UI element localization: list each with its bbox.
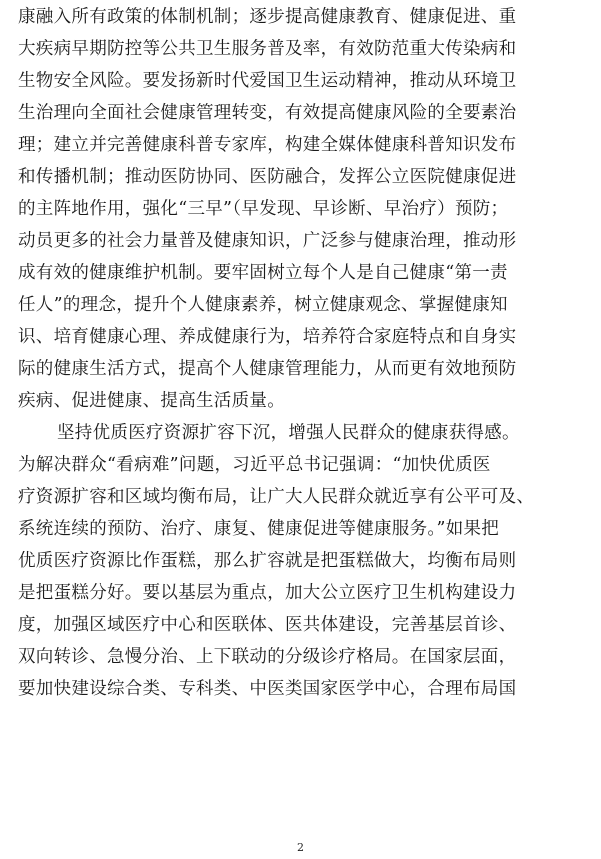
text-line: 动员更多的社会力量普及健康知识，广泛参与健康治理，推动形 [18, 231, 517, 251]
text-line: 系统连续的预防、治疗、康复、健康促进等健康服务。”如果把 [18, 519, 500, 539]
text-line: 际的健康生活方式，提高个人健康管理能力，从而更有效地预防 [18, 359, 517, 379]
text-line: 优质医疗资源比作蛋糕，那么扩容就是把蛋糕做大，均衡布局则 [18, 551, 517, 571]
text-line: 疾病、促进健康、提高生活质量。 [18, 391, 285, 411]
text-line: 疗资源扩容和区域均衡布局，让广大人民群众就近享有公平可及、 [18, 487, 535, 507]
text-line: 双向转诊、急慢分治、上下联动的分级诊疗格局。在国家层面， [18, 647, 517, 667]
paragraph-first-line: 坚持优质医疗资源扩容下沉，增强人民群众的健康获得感。 [57, 423, 520, 443]
text-line: 康融入所有政策的体制机制；逐步提高健康教育、健康促进、重 [18, 7, 517, 27]
text-line: 是把蛋糕分好。要以基层为重点，加大公立医疗卫生机构建设力 [18, 583, 517, 603]
text-line: 的主阵地作用，强化“三早”（早发现、早诊断、早治疗）预防； [18, 199, 509, 219]
text-line: 度，加强区域医疗中心和医联体、医共体建设，完善基层首诊、 [18, 615, 517, 635]
page-number: 2 [297, 841, 304, 854]
text-line: 要加快建设综合类、专科类、中医类国家医学中心，合理布局国 [18, 679, 517, 699]
text-line: 为解决群众“看病难”问题，习近平总书记强调：“加快优质医 [18, 455, 491, 475]
text-line: 任人”的理念，提升个人健康素养，树立健康观念、掌握健康知 [18, 295, 508, 315]
text-line: 和传播机制；推动医防协同、医防融合，发挥公立医院健康促进 [18, 167, 517, 187]
text-line: 识、培育健康心理、养成健康行为，培养符合家庭特点和自身实 [18, 327, 517, 347]
text-line: 大疾病早期防控等公共卫生服务普及率，有效防范重大传染病和 [18, 39, 517, 59]
text-line: 生物安全风险。要发扬新时代爱国卫生运动精神，推动从环境卫 [18, 71, 517, 91]
text-line: 理；建立并完善健康科普专家库，构建全媒体健康科普知识发布 [18, 135, 517, 155]
text-line: 生治理向全面社会健康管理转变，有效提高健康风险的全要素治 [18, 103, 517, 123]
text-line: 成有效的健康维护机制。要牢固树立每个人是自己健康“第一责 [18, 263, 508, 283]
